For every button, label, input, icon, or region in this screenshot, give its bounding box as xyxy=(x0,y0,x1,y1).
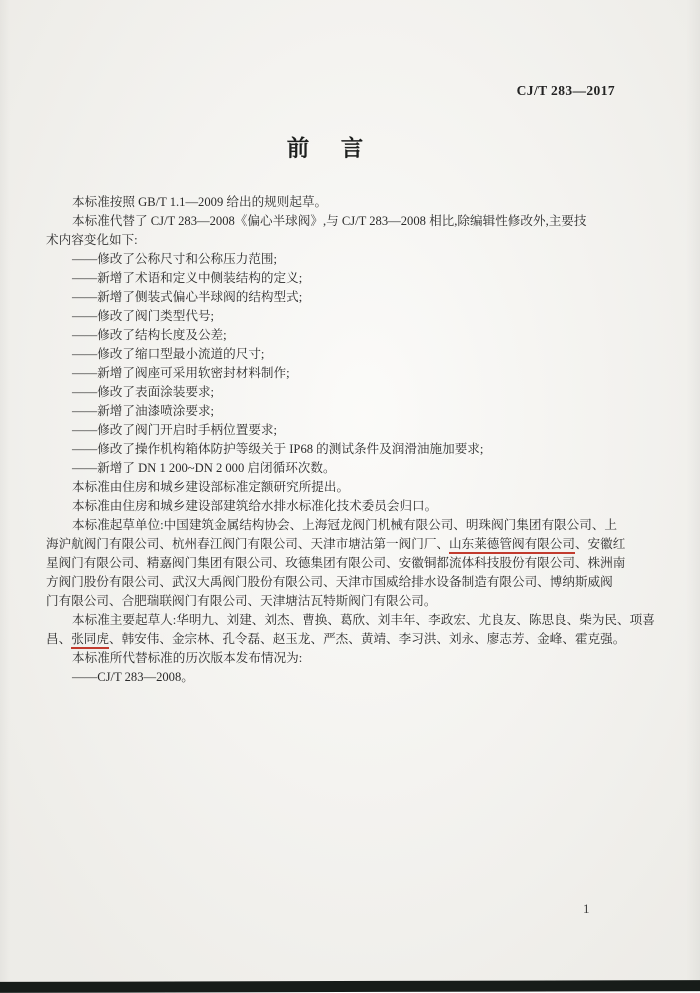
red-underline-annotation: 张同虎 xyxy=(71,632,109,649)
text-line xyxy=(46,535,626,554)
text-line xyxy=(46,231,621,250)
text-segment: 术内容变化如下: xyxy=(46,233,138,247)
text-line xyxy=(46,421,621,440)
text-segment: 本标准由住房和城乡建设部标准定额研究所提出。 xyxy=(72,480,350,494)
standard-code: CJ/T 283—2017 xyxy=(516,83,615,98)
text-segment: 星阀门有限公司、精嘉阀门集团有限公司、玫德集团有限公司、安徽铜都流体科技股份有限公司、株洲南 xyxy=(46,556,626,570)
text-line xyxy=(46,269,621,288)
text-segment: 方阀门股份有限公司、武汉大禹阀门股份有限公司、天津市国威给排水设备制造有限公司、博纳斯威阀 xyxy=(46,575,613,589)
scan-edge-artifact xyxy=(0,980,700,993)
text-segment: 昌、 xyxy=(46,632,72,646)
text-segment: 本标准按照 GB/T 1.1—2009 给出的规则起草。 xyxy=(72,195,328,209)
text-line xyxy=(46,649,621,668)
text-line xyxy=(46,573,621,592)
text-segment: 本标准代替了 CJ/T 283—2008《偏心半球阀》,与 CJ/T 283—2008 相比,除编辑性修改外,主要技 xyxy=(72,214,587,228)
text-line xyxy=(46,630,626,649)
text-segment: 、韩安伟、金宗林、孔令磊、赵玉龙、严杰、黄靖、李习洪、刘永、廖志芳、金峰、霍克强。 xyxy=(108,632,626,646)
text-line xyxy=(46,497,621,516)
text-line xyxy=(46,459,621,478)
text-line xyxy=(46,554,626,573)
red-underline-annotation: 山东莱德管阀有限公司 xyxy=(449,537,575,554)
text-segment: 本标准起草单位:中国建筑金属结构协会、上海冠龙阀门机械有限公司、明珠阀门集团有限公司、上 xyxy=(72,518,618,532)
page-number: 1 xyxy=(583,901,590,916)
text-segment: ——新增了 DN 1 200~DN 2 000 启闭循环次数。 xyxy=(72,461,336,475)
text-segment: ——修改了阀门开启时手柄位置要求; xyxy=(72,423,277,437)
text-segment: 、安徽红 xyxy=(574,537,626,551)
text-line xyxy=(46,307,621,326)
text-segment: ——修改了操作机构箱体防护等级关于 IP68 的测试条件及润滑油施加要求; xyxy=(72,442,484,456)
text-segment: ——修改了缩口型最小流道的尺寸; xyxy=(72,347,265,361)
text-segment: 海沪航阀门有限公司、杭州春江阀门有限公司、天津市塘沽第一阀门厂、 xyxy=(46,537,449,551)
text-segment: 本标准主要起草人:华明九、刘建、刘杰、曹换、葛欣、刘丰年、李政宏、尤良友、陈思良、柴为民、项喜 xyxy=(72,613,655,627)
text-line xyxy=(46,440,621,459)
text-line xyxy=(46,611,655,630)
text-segment: ——修改了结构长度及公差; xyxy=(72,328,227,342)
text-line xyxy=(46,288,621,307)
text-segment: 本标准所代替标准的历次版本发布情况为: xyxy=(72,651,303,665)
page-title: 前言 xyxy=(286,136,395,161)
text-segment: ——修改了表面涂装要求; xyxy=(72,385,215,399)
foreword-body xyxy=(46,193,655,687)
text-segment: ——修改了公称尺寸和公称压力范围; xyxy=(72,252,277,266)
text-segment: 本标准由住房和城乡建设部建筑给水排水标准化技术委员会归口。 xyxy=(72,499,438,513)
text-line xyxy=(46,193,621,212)
text-line xyxy=(46,592,621,611)
text-line xyxy=(46,326,621,345)
text-segment: ——修改了阀门类型代号; xyxy=(72,309,215,323)
text-line xyxy=(46,250,621,269)
text-line xyxy=(46,383,621,402)
text-line xyxy=(46,345,621,364)
text-line xyxy=(46,516,621,535)
text-segment: ——新增了油漆喷涂要求; xyxy=(72,404,215,418)
text-line xyxy=(46,212,621,231)
text-line xyxy=(46,668,621,687)
text-segment: ——CJ/T 283—2008。 xyxy=(72,670,194,684)
text-segment: ——新增了阀座可采用软密封材料制作; xyxy=(72,366,290,380)
text-line xyxy=(46,478,621,497)
text-line xyxy=(46,402,621,421)
text-segment: ——新增了侧装式偏心半球阀的结构型式; xyxy=(72,290,303,304)
text-segment: ——新增了术语和定义中侧装结构的定义; xyxy=(72,271,303,285)
text-line xyxy=(46,364,621,383)
text-segment: 门有限公司、合肥瑞联阀门有限公司、天津塘沽瓦特斯阀门有限公司。 xyxy=(46,594,437,608)
